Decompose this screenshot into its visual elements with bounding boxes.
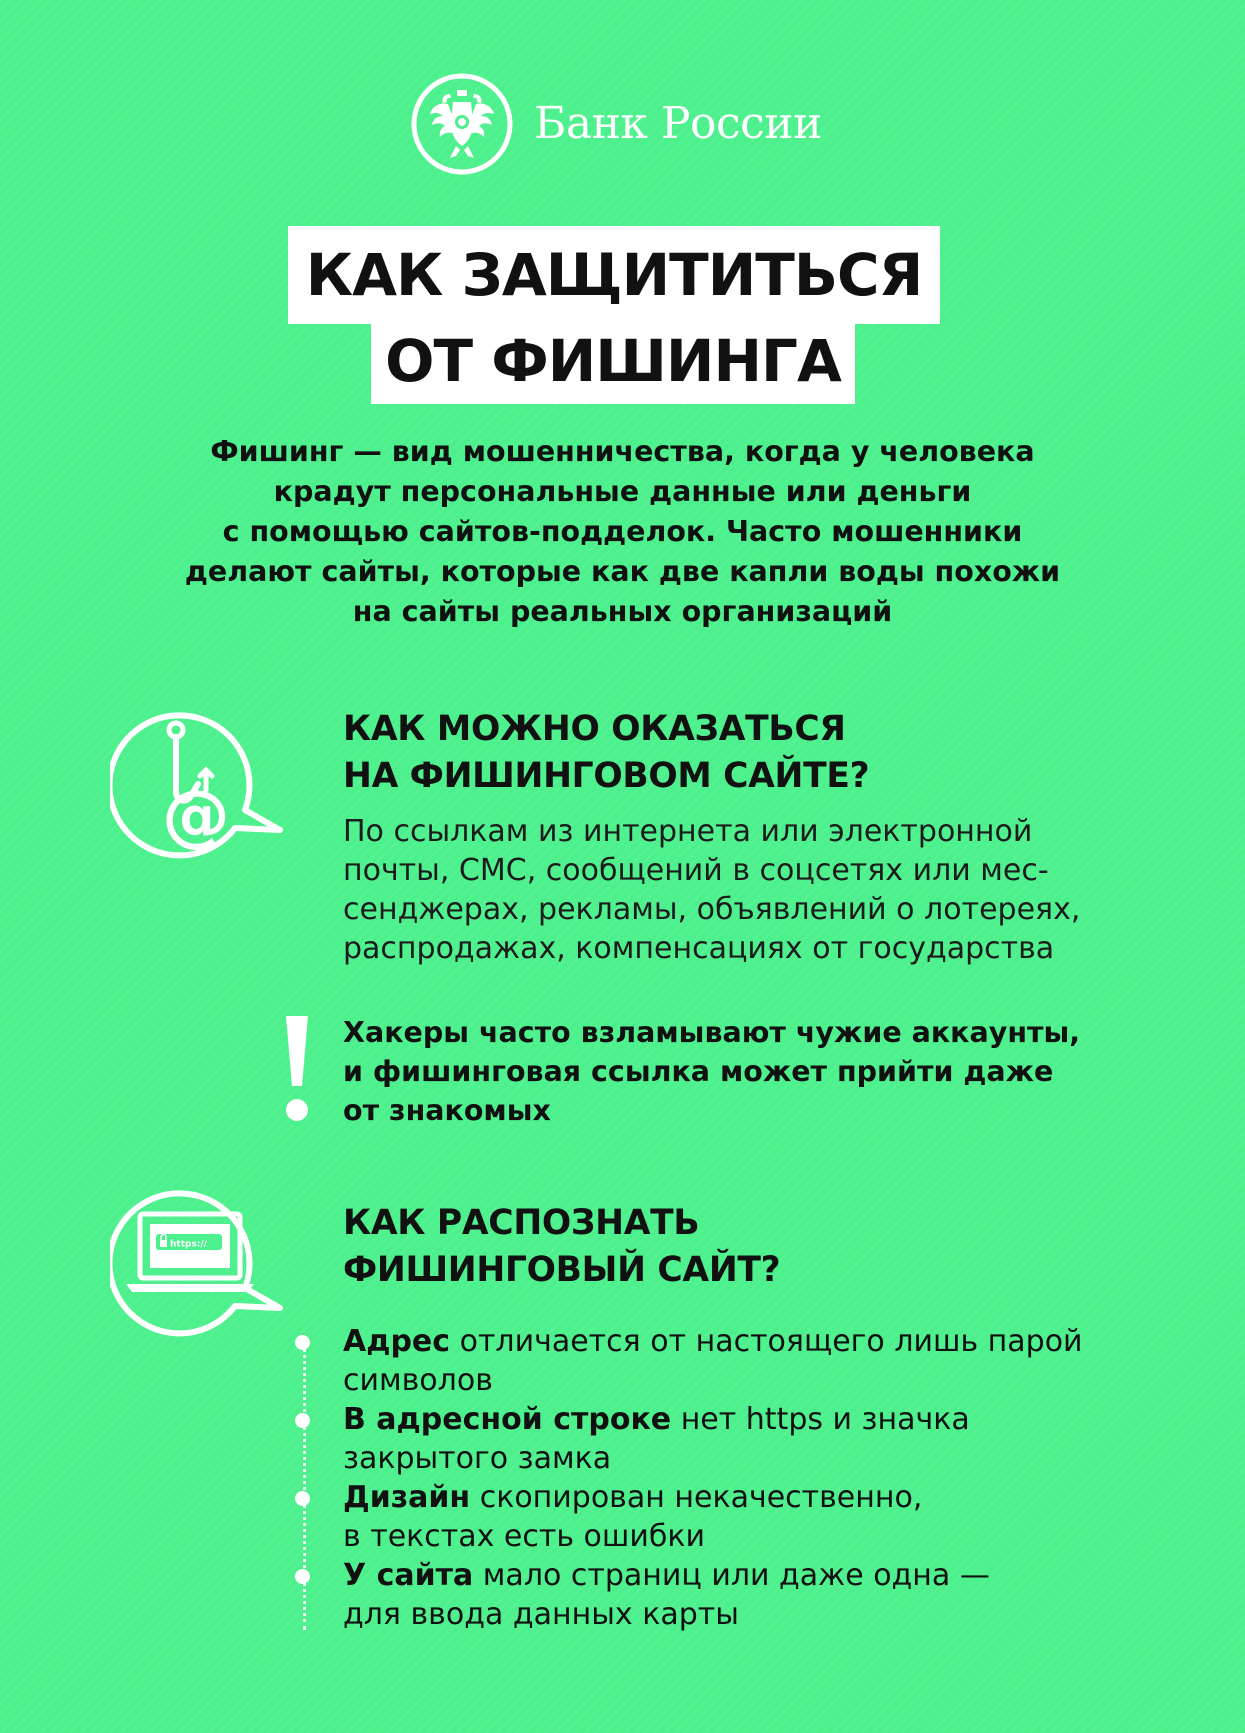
- warning-line: и фишинговая ссылка может прийти даже: [343, 1055, 1054, 1088]
- intro-line: с помощью сайтов-подделок. Часто мошенники: [222, 515, 1023, 548]
- bullet-bold: У сайта: [343, 1558, 474, 1593]
- intro-line: делают сайты, которые как две капли воды похожи: [184, 555, 1061, 588]
- bullet-text: закрытого замка: [343, 1441, 612, 1476]
- https-label: https://: [170, 1239, 207, 1250]
- bullet-text: нет https и значка: [671, 1402, 970, 1437]
- bank-logo: [410, 72, 822, 176]
- bullet-text: скопирован некачественно,: [470, 1480, 923, 1515]
- bullet-text: в текстах есть ошибки: [343, 1519, 705, 1554]
- list-item: [295, 1556, 1195, 1634]
- page-title-line-1: КАК ЗАЩИТИТЬСЯ: [288, 226, 940, 324]
- bullet-text: символов: [343, 1363, 493, 1398]
- section-body-how-get: [343, 812, 1080, 968]
- bullet-text: мало страниц или даже одна —: [473, 1558, 990, 1593]
- double-headed-eagle-icon: [410, 72, 514, 176]
- body-line: почты, СМС, сообщений в соцсетях или мес-: [343, 853, 1049, 888]
- list-item: [295, 1322, 1195, 1400]
- intro-line: крадут персональные данные или деньги: [273, 475, 972, 508]
- body-line: сенджерах, рекламы, объявлений о лотереях,: [343, 892, 1081, 927]
- bank-name: Банк России: [534, 98, 822, 149]
- heading-line: ФИШИНГОВЫЙ САЙТ?: [343, 1250, 781, 1290]
- laptop-https-icon: [110, 1178, 285, 1338]
- warning-line: от знакомых: [343, 1094, 551, 1127]
- bullet-dot-icon: [295, 1569, 310, 1584]
- warning-text: [343, 1013, 1080, 1130]
- page-title-line-2: ОТ ФИШИНГА: [371, 318, 855, 404]
- bullet-bold: Адрес: [343, 1324, 451, 1359]
- bullet-text: отличается от настоящего лишь парой: [450, 1324, 1083, 1359]
- phishing-hook-at-icon: [110, 700, 285, 860]
- heading-line: КАК РАСПОЗНАТЬ: [343, 1203, 700, 1243]
- warning-line: Хакеры часто взламывают чужие аккаунты,: [343, 1016, 1081, 1049]
- bullet-dot-icon: [295, 1335, 310, 1350]
- section-heading-recognize: [343, 1200, 780, 1294]
- bullet-list: [295, 1322, 1195, 1634]
- bullet-text: для ввода данных карты: [343, 1597, 739, 1632]
- exclamation-icon: [282, 1014, 312, 1128]
- list-item: [295, 1400, 1195, 1478]
- bullet-dot-icon: [295, 1413, 310, 1428]
- heading-line: КАК МОЖНО ОКАЗАТЬСЯ: [343, 709, 846, 749]
- section-heading-how-get: [343, 706, 869, 800]
- bullet-bold: Дизайн: [343, 1480, 471, 1515]
- intro-line: на сайты реальных организаций: [352, 595, 893, 628]
- heading-line: НА ФИШИНГОВОМ САЙТЕ?: [343, 756, 870, 796]
- svg-text:@: @: [162, 776, 230, 855]
- intro-paragraph: [120, 432, 1125, 632]
- intro-line: Фишинг — вид мошенничества, когда у человека: [210, 435, 1035, 468]
- bullet-bold: В адресной строке: [343, 1402, 672, 1437]
- bullet-dot-icon: [295, 1491, 310, 1506]
- body-line: распродажах, компенсациях от государства: [343, 931, 1055, 966]
- list-item: [295, 1478, 1195, 1556]
- body-line: По ссылкам из интернета или электронной: [343, 814, 1033, 849]
